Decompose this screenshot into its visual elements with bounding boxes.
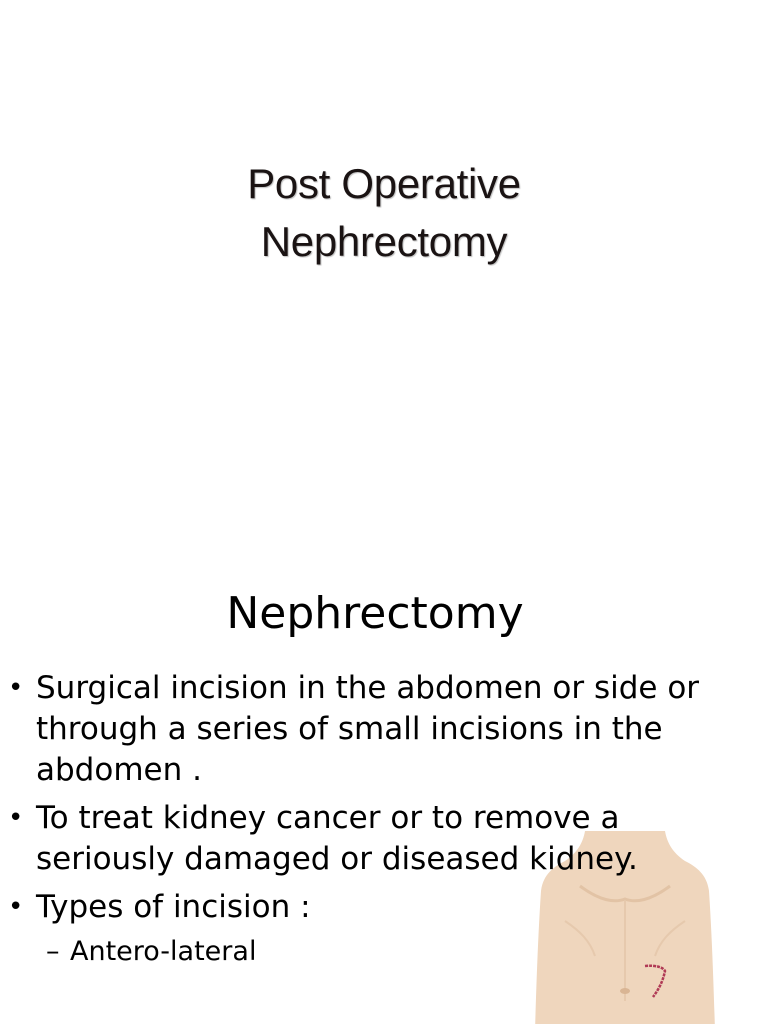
slide-title [0,155,768,271]
bullet-text: Types of incision : [36,889,311,925]
slide-title-line-1: Post Operative [247,160,521,207]
content-slide [0,576,768,1024]
bullet-symbol: • [8,892,24,922]
bullet-list [8,668,748,971]
bullet-item [8,798,748,880]
bullet-symbol: • [8,673,24,703]
bullet-text: Surgical incision in the abdomen or side or through a series of small incisions in the abdomen . [36,670,700,788]
bullet-item [8,668,748,791]
navel [620,988,630,994]
sub-bullet-item [8,933,748,971]
bullet-text: To treat kidney cancer or to remove a seriously damaged or diseased kidney. [36,800,638,877]
content-title: Nephrectomy [226,588,524,639]
slide-title-line-2: Nephrectomy [260,218,508,265]
sub-bullet-symbol: – [46,936,60,967]
bullet-symbol: • [8,803,24,833]
bullet-item [8,887,748,928]
sub-bullet-text: Antero-lateral [70,936,257,967]
